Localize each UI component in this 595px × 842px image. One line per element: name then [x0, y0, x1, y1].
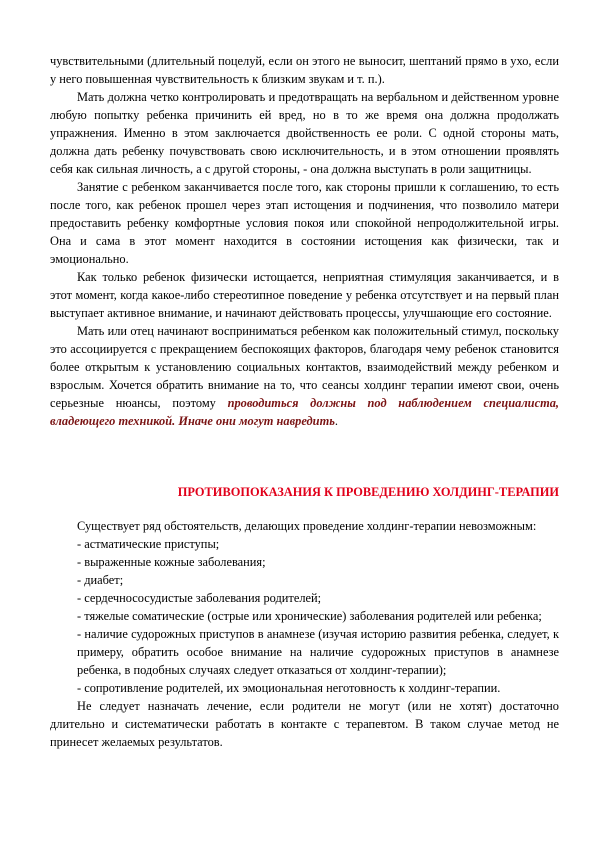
list-item: - астматические приступы; — [77, 537, 220, 551]
contraindications-list — [50, 535, 559, 697]
paragraph-sensitivity: чувствительными (длительный поцелуй, если он этого не выносит, шептаний прямо в ухо, если у него повышенная чувствительность к близким звукам и т. п.). — [50, 54, 559, 86]
paragraph-exhaustion: Как только ребенок физически истощается, неприятная стимуляция заканчивается, и в этот момент, когда какое-либо стереотипное поведение у ребенка отсутствует и на первый план выступает активное внимание, и начинают действовать процессы, улучшающие его состояние. — [50, 270, 559, 320]
list-item: - наличие судорожных приступов в анамнезе (изучая историю развития ребенка, следует, к примеру, обратить особое внимание на наличие судорожных приступов в анамнезе ребенка, в подобных случаях следует отказаться от холдинг-терапии); — [77, 627, 559, 677]
paragraph-circumstances: Существует ряд обстоятельств, делающих проведение холдинг-терапии невозможным: — [77, 519, 537, 533]
list-item: - тяжелые соматические (острые или хронические) заболевания родителей или ребенка; — [77, 609, 542, 623]
list-item: - выраженные кожные заболевания; — [77, 555, 266, 569]
list-item: - сопротивление родителей, их эмоциональная неготовность к холдинг-терапии. — [77, 681, 501, 695]
paragraph-final-note: Не следует назначать лечение, если родители не могут (или не хотят) достаточно длительно и систематически работать в контакте с терапевтом. В таком случае метод не принесет желаемых результатов. — [50, 699, 559, 749]
paragraph-end-punctuation: . — [334, 414, 338, 428]
specialist-warning-text: проводиться должны под наблюдением специалиста, владеющего техникой. Иначе они могут навредить — [50, 396, 560, 428]
paragraph-mother-control: Мать должна четко контролировать и предотвращать на вербальном и действенном уровне любую попытку ребенка причинить ей вред, но в то же время она должна продолжать упражнения. Именно в этом заключается двойственность ее роли. С одной стороны мать, должна дать ребенку почувствовать свою исключительность, и в этом отношении проявлять себя как сильная личность, а с другой стороны, - она должна выступать в роли защитницы. — [50, 90, 559, 176]
paragraph-positive-stimulus — [50, 322, 559, 430]
paragraph-session-end: Занятие с ребенком заканчивается после того, как стороны пришли к соглашению, то есть после того, как ребенок прошел через этап истощения и подчинения, что позволило матери предоставить ребенку комфортные условия покоя или спокойной непродолжительной игры. Она и сама в этот момент находится в состоянии истощения как физически, так и эмоционально. — [50, 180, 559, 266]
document-body-bottom — [50, 517, 559, 751]
document-body-top — [50, 52, 559, 430]
paragraph-positive-stimulus-text: Мать или отец начинают восприниматься ребенком как положительный стимул, поскольку это ассоциируется с прекращением беспокоящих факторов, благодаря чему ребенок становится более открытым к установлению социальных контактов, взаимодействий между ребенком и взрослым. Хочется обратить внимание на то, что сеансы холдинг терапии имеют свои, очень серьезные нюансы, поэтому — [50, 324, 559, 410]
section-heading-contraindications: ПРОТИВОПОКАЗАНИЯ К ПРОВЕДЕНИЮ ХОЛДИНГ-ТЕРАПИИ — [177, 485, 559, 499]
list-item: - диабет; — [77, 573, 124, 587]
list-item: - сердечнососудистые заболевания родителей; — [77, 591, 322, 605]
